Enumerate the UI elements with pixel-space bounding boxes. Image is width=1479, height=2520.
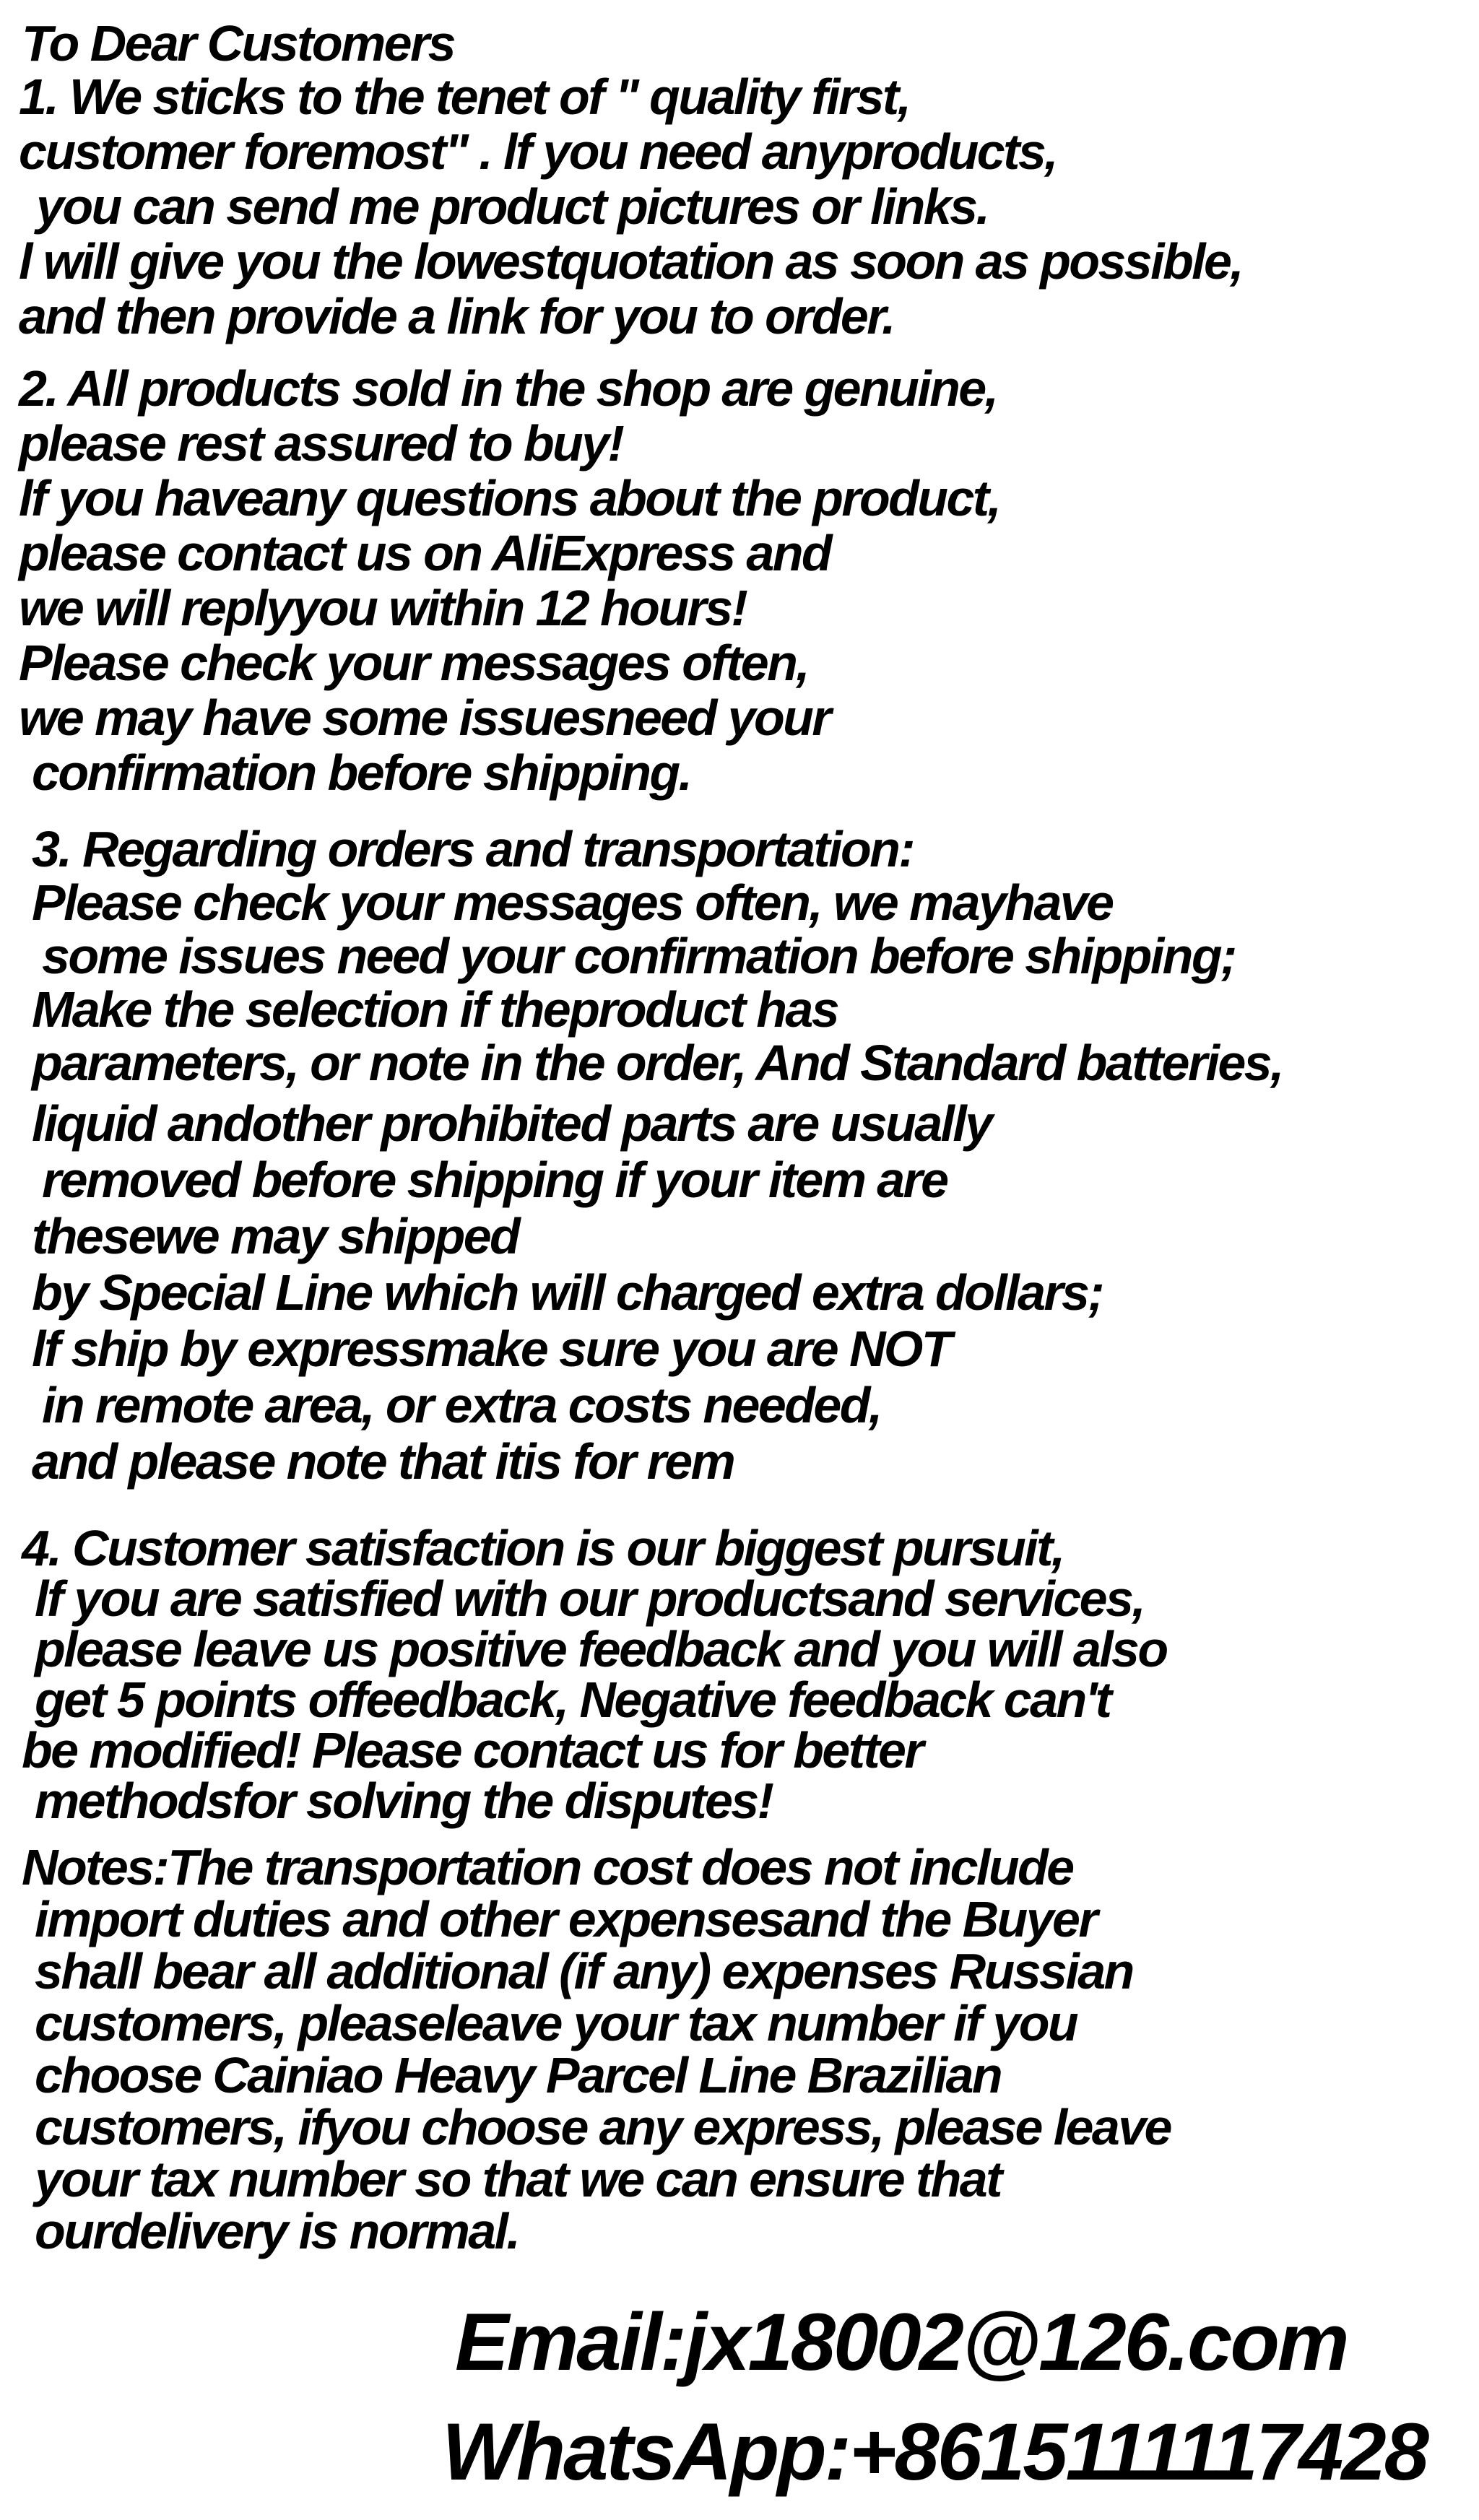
- section3-line: some issues need your confirmation before shipping;: [42, 928, 1236, 984]
- section2-line: please contact us on AliExpress and: [19, 525, 831, 581]
- notice-heading: To Dear Customers: [22, 15, 454, 71]
- section4-line: 4. Customer satisfaction is our biggest pursuit,: [22, 1520, 1064, 1576]
- section2-line: 2. All products sold in the shop are genuine,: [19, 360, 997, 417]
- contact-whatsapp: WhatsApp:+8615111117428: [442, 2407, 1427, 2497]
- notes-line: shall bear all additional (if any) expenses Russian: [35, 1943, 1133, 1999]
- section3-line: removed before shipping if your item are: [42, 1152, 947, 1208]
- section4-line: methodsfor solving the disputes!: [35, 1773, 773, 1829]
- section2-line: we will replyyou within 12 hours!: [19, 580, 747, 636]
- section3-line: 3. Regarding orders and transportation:: [32, 821, 914, 877]
- section2-line: Please check your messages often,: [19, 635, 809, 691]
- section3-line: parameters, or note in the order, And Standard batteries,: [32, 1035, 1283, 1091]
- notes-line: Notes:The transportation cost does not include: [22, 1839, 1073, 1895]
- section4-line: be modified! Please contact us for better: [22, 1722, 923, 1778]
- notes-line: choose Cainiao Heavy Parcel Line Brazilian: [35, 2047, 1002, 2103]
- section4-line: get 5 points offeedback, Negative feedback can't: [35, 1672, 1111, 1728]
- section4-line: please leave us positive feedback and you will also: [35, 1621, 1167, 1677]
- section1-line: customer foremost" . lf you need anyproducts,: [19, 123, 1057, 180]
- notes-line: customers, ifyou choose any express, please leave: [35, 2099, 1171, 2155]
- section3-line: lf ship by expressmake sure you are NOT: [32, 1321, 950, 1377]
- notes-line: your tax number so that we can ensure that: [35, 2151, 1001, 2207]
- section1-line: and then provide a link for you to order.: [19, 288, 894, 344]
- section1-line: l will give you the lowestquotation as soon as possible,: [19, 233, 1243, 290]
- section4-line: lf you are satisfied with our productsand services,: [35, 1570, 1145, 1627]
- section1-line: 1. We sticks to the tenet of " quality first,: [19, 69, 910, 125]
- section3-line: by Special Line which will charged extra dollars;: [32, 1264, 1103, 1321]
- section1-line: you can send me product pictures or links.: [36, 178, 989, 235]
- section3-line: and please note that itis for rem: [32, 1433, 734, 1490]
- section3-line: in remote area, or extra costs needed,: [42, 1377, 881, 1433]
- notes-line: ourdelivery is normal.: [35, 2203, 519, 2259]
- notes-line: customers, pleaseleave your tax number if you: [35, 1995, 1077, 2051]
- section3-line: Please check your messages often, we mayhave: [32, 874, 1113, 931]
- section2-line: lf you haveany questions about the product,: [19, 470, 1000, 526]
- notes-line: import duties and other expensesand the Buyer: [35, 1891, 1096, 1947]
- contact-email: Email:jx18002@126.com: [455, 2297, 1348, 2387]
- section2-line: please rest assured to buy!: [19, 415, 623, 472]
- section3-line: Make the selection if theproduct has: [32, 981, 838, 1038]
- section3-line: liquid andother prohibited parts are usually: [32, 1095, 992, 1152]
- section2-line: we may have some issuesneed your: [19, 690, 830, 746]
- section3-line: thesewe may shipped: [32, 1208, 519, 1264]
- section2-line: confirmation before shipping.: [32, 744, 691, 801]
